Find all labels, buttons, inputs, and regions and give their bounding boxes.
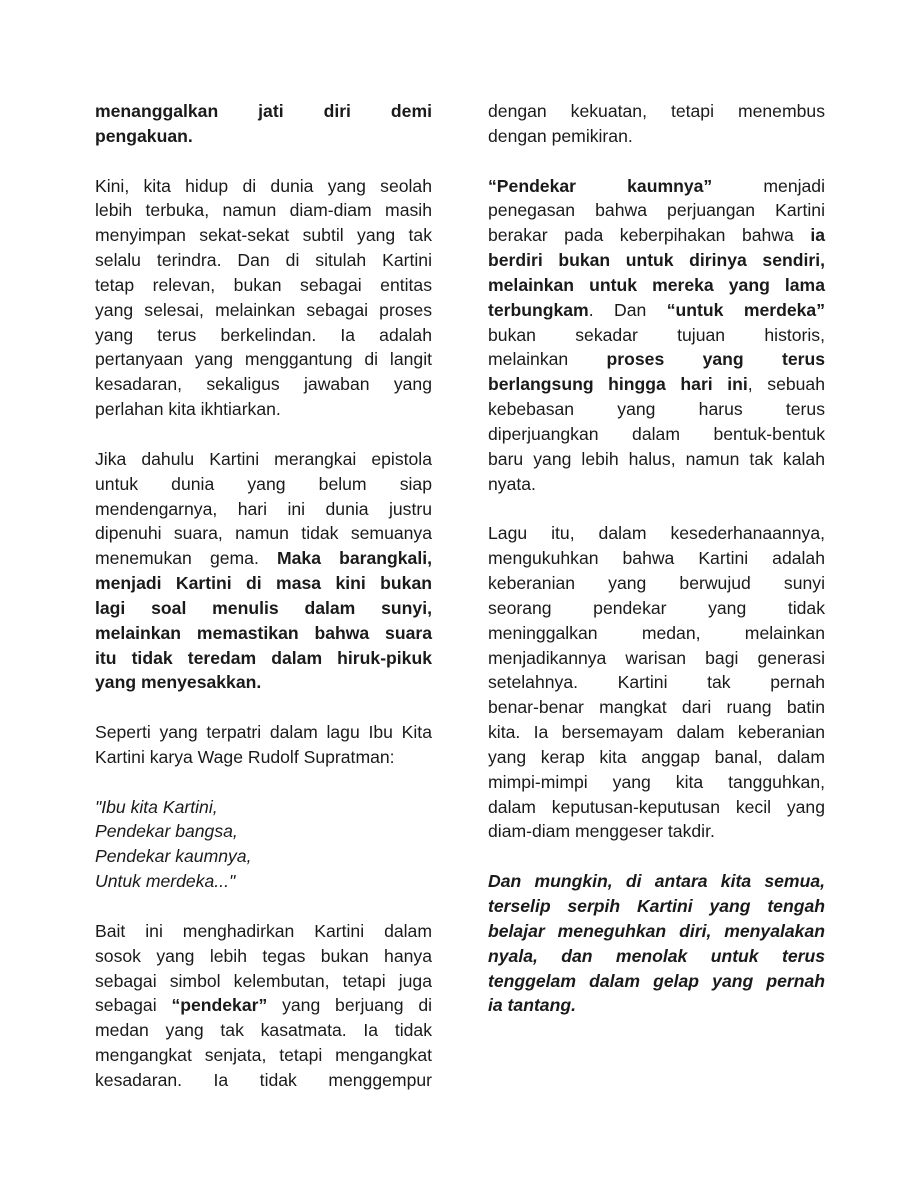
text-line: sosok yang lebih tegas bukan hanya bbox=[95, 945, 432, 966]
plain-text: yang berjuang di bbox=[282, 995, 433, 1016]
text-line bbox=[488, 248, 825, 273]
text-line: untuk dunia yang belum siap bbox=[95, 473, 432, 494]
text-line bbox=[488, 174, 825, 199]
text-line bbox=[488, 993, 825, 1018]
text-line bbox=[488, 372, 825, 397]
plain-text: melainkan bbox=[488, 349, 569, 370]
text-line: dengan pemikiran. bbox=[488, 125, 633, 146]
text-line bbox=[488, 869, 825, 894]
bold-text: Maka barangkali, bbox=[276, 548, 432, 569]
text-line: yang kerap kita anggap banal, dalam bbox=[488, 746, 825, 767]
bold-text: “Pendekar kaumnya” bbox=[488, 175, 713, 196]
text-line: setelahnya. Kartini tak pernah bbox=[488, 672, 825, 693]
text-line: sebagai simbol kelembutan, tetapi juga bbox=[95, 970, 432, 991]
bold-text: melainkan memastikan bahwa suara bbox=[95, 622, 432, 643]
text-line: benar-benar mangkat dari ruang batin bbox=[488, 697, 825, 718]
text-line: tetap relevan, bukan sebagai entitas bbox=[95, 274, 432, 295]
text-line bbox=[488, 223, 825, 248]
text-line bbox=[95, 646, 432, 671]
left-paragraph-3 bbox=[95, 447, 432, 695]
bold-text bbox=[488, 896, 825, 916]
text-line: Jika dahulu Kartini merangkai epistola bbox=[95, 448, 432, 469]
text-line bbox=[488, 969, 825, 994]
text-line: perlahan kita ikhtiarkan. bbox=[95, 399, 281, 420]
text-line: pertanyaan yang menggantung di langit bbox=[95, 349, 432, 370]
text-line bbox=[488, 919, 825, 944]
text-line bbox=[95, 546, 432, 571]
text-line: Kartini karya Wage Rudolf Supratman: bbox=[95, 746, 395, 767]
text-line: kebebasan yang harus terus bbox=[488, 399, 825, 420]
text-line: selalu terindra. Dan di situlah Kartini bbox=[95, 250, 432, 271]
bold-text: itu tidak teredam dalam hiruk-pikuk bbox=[95, 647, 432, 668]
quote-line bbox=[95, 869, 432, 894]
bold-text: lagi soal menulis dalam sunyi, bbox=[95, 597, 432, 618]
italic-text: Untuk merdeka..." bbox=[95, 871, 236, 892]
bold-text bbox=[488, 995, 576, 1015]
text-line: bukan sekadar tujuan historis, bbox=[488, 324, 825, 345]
text-line: menyimpan sekat-sekat subtil yang tak bbox=[95, 225, 432, 246]
text-line: dipenuhi suara, namun tidak semuanya bbox=[95, 523, 432, 544]
text-line bbox=[488, 273, 825, 298]
italic-text: ia tantang. bbox=[488, 995, 576, 1016]
italic-text: tenggelam dalam gelap yang pernah bbox=[488, 970, 825, 991]
bold-text: berlangsung hingga hari ini bbox=[488, 374, 748, 395]
left-paragraph-4 bbox=[95, 720, 432, 770]
text-line bbox=[488, 347, 825, 372]
right-paragraph-1 bbox=[488, 99, 825, 149]
bold-text: proses yang terus bbox=[606, 349, 825, 370]
left-paragraph-2 bbox=[95, 174, 432, 422]
song-quote bbox=[95, 795, 432, 894]
bold-text: “pendekar” bbox=[171, 995, 268, 1016]
text-line: meninggalkan medan, melainkan bbox=[488, 622, 825, 643]
bold-text: ia bbox=[810, 225, 825, 246]
plain-text: , sebuah bbox=[747, 374, 825, 395]
plain-text: . Dan bbox=[588, 299, 647, 320]
text-line: lebih terbuka, namun diam-diam masih bbox=[95, 200, 432, 221]
italic-text: belajar meneguhkan diri, menyalakan bbox=[488, 920, 825, 941]
text-line: mendengarnya, hari ini dunia justru bbox=[95, 498, 432, 519]
italic-text: nyala, dan menolak untuk terus bbox=[488, 945, 825, 966]
text-line: nyata. bbox=[488, 473, 536, 494]
text-line: yang selesai, melainkan sebagai proses bbox=[95, 299, 432, 320]
left-paragraph-1 bbox=[95, 99, 432, 149]
text-line bbox=[488, 944, 825, 969]
text-line bbox=[95, 124, 432, 149]
text-line bbox=[95, 99, 432, 124]
text-line: medan yang tak kasatmata. Ia tidak bbox=[95, 1020, 432, 1041]
bold-text bbox=[488, 921, 825, 941]
quote-line bbox=[95, 795, 432, 820]
bold-text: melainkan untuk mereka yang lama bbox=[488, 274, 825, 295]
text-line: diam-diam menggeser takdir. bbox=[488, 821, 715, 842]
text-line: Seperti yang terpatri dalam lagu Ibu Kita bbox=[95, 722, 432, 743]
plain-text: sebagai bbox=[95, 995, 157, 1016]
right-paragraph-2 bbox=[488, 174, 825, 497]
left-paragraph-5 bbox=[95, 919, 432, 1093]
text-line bbox=[488, 894, 825, 919]
italic-text: Dan mungkin, di antara kita semua, bbox=[488, 871, 825, 892]
bold-text bbox=[488, 871, 825, 891]
plain-text: menjadi bbox=[763, 175, 825, 196]
bold-text: berdiri bukan untuk dirinya sendiri, bbox=[488, 250, 825, 271]
text-line: kita. Ia bersemayam dalam keberanian bbox=[488, 722, 825, 743]
text-line: dalam keputusan-keputusan kecil yang bbox=[488, 796, 825, 817]
text-line bbox=[95, 670, 432, 695]
text-line: keberanian yang berwujud sunyi bbox=[488, 573, 825, 594]
text-line: penegasan bahwa perjuangan Kartini bbox=[488, 200, 825, 221]
text-line bbox=[95, 993, 432, 1018]
text-line: diperjuangkan dalam bentuk-bentuk bbox=[488, 423, 825, 444]
bold-text: “untuk merdeka” bbox=[666, 299, 825, 320]
text-line: menjadikannya warisan bagi generasi bbox=[488, 647, 825, 668]
text-line bbox=[95, 596, 432, 621]
text-line: dengan kekuatan, tetapi menembus bbox=[488, 101, 825, 121]
text-line: Lagu itu, dalam kesederhanaannya, bbox=[488, 523, 825, 544]
bold-text bbox=[488, 946, 825, 966]
quote-line bbox=[95, 819, 432, 844]
text-line: yang terus berkelindan. Ia adalah bbox=[95, 324, 432, 345]
text-line: Bait ini menghadirkan Kartini dalam bbox=[95, 920, 432, 941]
italic-text: Pendekar bangsa, bbox=[95, 821, 238, 842]
italic-text: terselip serpih Kartini yang tengah bbox=[488, 896, 825, 916]
plain-text: menemukan gema. bbox=[95, 548, 259, 569]
text-line bbox=[95, 621, 432, 646]
text-line bbox=[488, 298, 825, 323]
bold-text: pengakuan. bbox=[95, 125, 193, 146]
left-column bbox=[95, 99, 432, 1118]
text-line: kesadaran. Ia tidak menggempur bbox=[95, 1069, 432, 1090]
text-line: seorang pendekar yang tidak bbox=[488, 597, 825, 618]
italic-text: Pendekar kaumnya, bbox=[95, 846, 252, 867]
text-line: kesadaran, sekaligus jawaban yang bbox=[95, 374, 432, 395]
right-paragraph-3 bbox=[488, 521, 825, 844]
text-line: Kini, kita hidup di dunia yang seolah bbox=[95, 175, 432, 196]
bold-text: terbungkam bbox=[488, 299, 589, 320]
plain-text: berakar pada keberpihakan bahwa bbox=[488, 225, 794, 246]
text-line: mengangkat senjata, tetapi mengangkat bbox=[95, 1045, 432, 1066]
right-paragraph-4 bbox=[488, 869, 825, 1018]
text-line: baru yang lebih halus, namun tak kalah bbox=[488, 448, 825, 469]
text-line: mimpi-mimpi yang kita tangguhkan, bbox=[488, 771, 825, 792]
text-line: mengukuhkan bahwa Kartini adalah bbox=[488, 548, 825, 569]
bold-text: yang menyesakkan. bbox=[95, 672, 262, 693]
quote-line bbox=[95, 844, 432, 869]
bold-text bbox=[488, 971, 825, 991]
bold-text: menanggalkan jati diri demi bbox=[95, 101, 432, 121]
text-line bbox=[95, 571, 432, 596]
right-column bbox=[488, 99, 825, 1043]
italic-text: "Ibu kita Kartini, bbox=[95, 796, 218, 817]
bold-text: menjadi Kartini di masa kini bukan bbox=[95, 573, 432, 594]
